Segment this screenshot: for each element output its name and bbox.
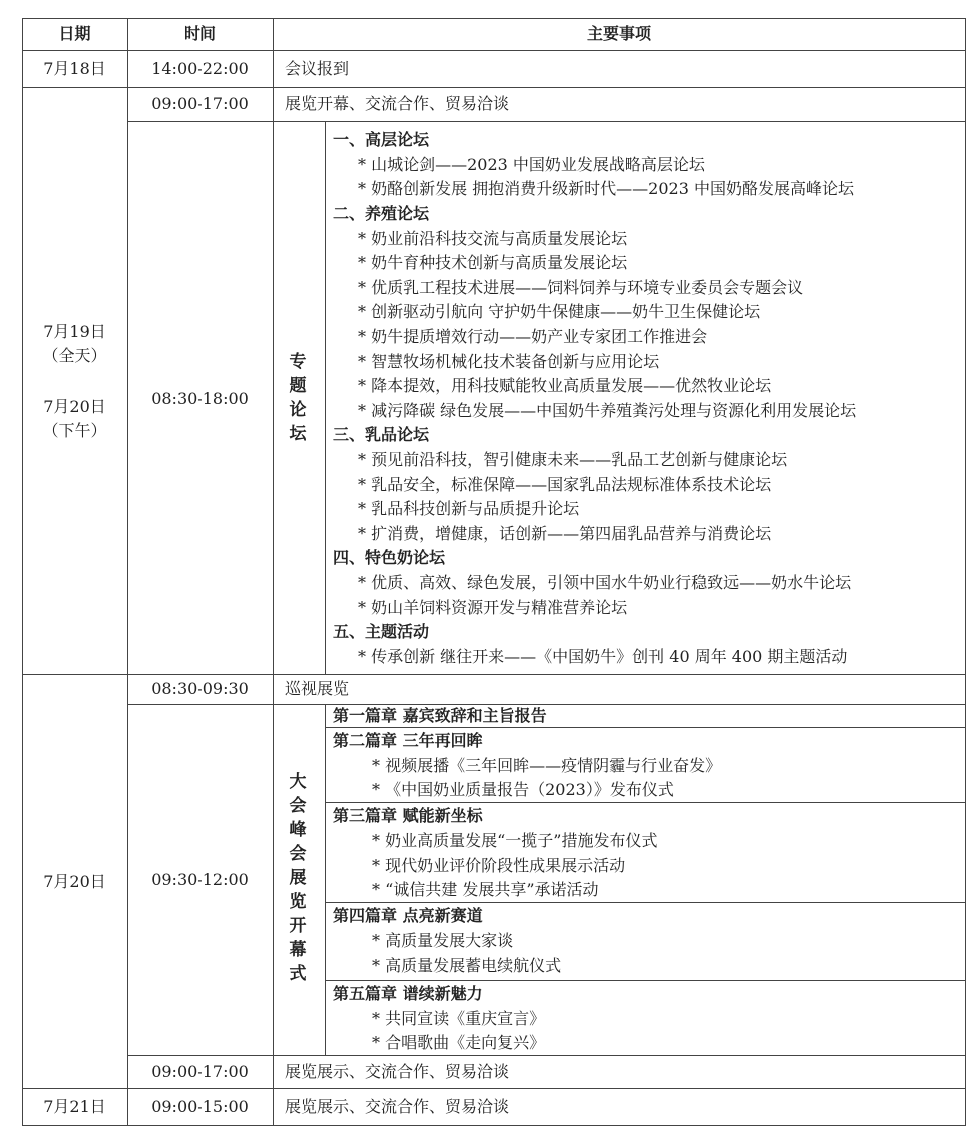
time-cell: 14:00-22:00 — [151, 59, 249, 78]
grid-line — [325, 704, 326, 1055]
list-item: * 智慧牧场机械化技术装备创新与应用论坛 — [358, 352, 660, 371]
grid-line — [325, 727, 965, 728]
list-item: * 乳品科技创新与品质提升论坛 — [358, 499, 580, 518]
list-item: * 现代奶业评价阶段性成果展示活动 — [372, 856, 626, 875]
time-cell: 08:30-18:00 — [151, 389, 249, 408]
list-item: * 奶牛育种技术创新与高质量发展论坛 — [358, 253, 628, 272]
grid-line — [22, 50, 965, 51]
grid-line — [22, 18, 23, 1126]
grid-line — [22, 18, 965, 19]
list-item: * 奶酪创新发展 拥抱消费升级新时代——2023 中国奶酪发展高峰论坛 — [358, 179, 854, 198]
forum-heading: 三、乳品论坛 — [333, 425, 430, 444]
time-cell: 09:00-15:00 — [151, 1097, 249, 1116]
list-item: * 高质量发展大家谈 — [372, 931, 514, 950]
grid-line — [22, 1088, 965, 1089]
grid-line — [965, 18, 966, 1126]
grid-line — [22, 1125, 965, 1126]
list-item: * 山城论剑——2023 中国奶业发展战略高层论坛 — [358, 155, 705, 174]
grid-line — [22, 674, 965, 675]
item-cell: 展览开幕、交流合作、贸易洽谈 — [285, 94, 510, 113]
list-item: * 奶山羊饲料资源开发与精准营养论坛 — [358, 598, 628, 617]
list-item: * 降本提效，用科技赋能牧业高质量发展——优然牧业论坛 — [358, 376, 772, 395]
grid-line — [127, 121, 965, 122]
date-cell: 7月19日 — [43, 322, 106, 341]
item-cell: 巡视展览 — [285, 679, 350, 698]
forum-heading: 二、养殖论坛 — [333, 204, 430, 223]
date-cell: 7月18日 — [43, 59, 106, 78]
list-item: * 创新驱动引航向 守护奶牛保健康——奶牛卫生保健论坛 — [358, 302, 761, 321]
grid-line — [325, 902, 965, 903]
date-cell: 7月20日 — [43, 397, 106, 416]
forum-heading: 五、主题活动 — [333, 622, 430, 641]
forum-heading: 四、特色奶论坛 — [333, 548, 446, 567]
list-item: * 视频展播《三年回眸——疫情阴霾与行业奋发》 — [372, 756, 722, 775]
list-item: * 合唱歌曲《走向复兴》 — [372, 1033, 546, 1052]
grid-line — [325, 121, 326, 674]
item-cell: 展览展示、交流合作、贸易洽谈 — [285, 1097, 510, 1116]
header-items: 主要事项 — [586, 24, 651, 43]
forum-label: 专 题 论 坛 — [289, 352, 307, 444]
chapter-title: 第四篇章 点亮新赛道 — [333, 906, 483, 925]
list-item: * 优质、高效、绿色发展，引领中国水牛奶业行稳致远——奶水牛论坛 — [358, 573, 852, 592]
list-item: * 传承创新 继往开来——《中国奶牛》创刊 40 周年 400 期主题活动 — [358, 647, 848, 666]
chapter-title: 第三篇章 赋能新坐标 — [333, 806, 483, 825]
chapter-title: 第二篇章 三年再回眸 — [333, 731, 483, 750]
time-cell: 09:00-17:00 — [151, 1062, 249, 1081]
grid-line — [127, 1055, 965, 1056]
header-date: 日期 — [58, 24, 91, 43]
date-note: （下午） — [42, 421, 107, 440]
header-time: 时间 — [183, 24, 216, 43]
list-item: * 乳品安全，标准保障——国家乳品法规标准体系技术论坛 — [358, 475, 772, 494]
chapter-title: 第五篇章 谱续新魅力 — [333, 984, 483, 1003]
grid-line — [127, 704, 965, 705]
list-item: * 优质乳工程技术进展——饲料饲养与环境专业委员会专题会议 — [358, 278, 804, 297]
list-item: * 奶牛提质增效行动——奶产业专家团工作推进会 — [358, 327, 708, 346]
list-item: * 《中国奶业质量报告（2023）》发布仪式 — [372, 780, 674, 799]
date-note: （全天） — [42, 346, 107, 365]
time-cell: 08:30-09:30 — [151, 679, 249, 698]
date-cell: 7月20日 — [43, 872, 106, 891]
list-item: * “诚信共建 发展共享”承诺活动 — [372, 880, 599, 899]
grid-line — [325, 802, 965, 803]
grid-line — [325, 980, 965, 981]
list-item: * 奶业高质量发展“一揽子”措施发布仪式 — [372, 831, 658, 850]
forum-heading: 一、高层论坛 — [333, 130, 430, 149]
time-cell: 09:00-17:00 — [151, 94, 249, 113]
list-item: * 高质量发展蓄电续航仪式 — [372, 956, 562, 975]
list-item: * 共同宣读《重庆宣言》 — [372, 1009, 546, 1028]
grid-line — [22, 87, 965, 88]
item-cell: 会议报到 — [285, 59, 350, 78]
item-cell: 展览展示、交流合作、贸易洽谈 — [285, 1062, 510, 1081]
list-item: * 预见前沿科技，智引健康未来——乳品工艺创新与健康论坛 — [358, 450, 788, 469]
time-cell: 09:30-12:00 — [151, 870, 249, 889]
grid-line — [127, 18, 128, 1126]
date-cell: 7月21日 — [43, 1097, 106, 1116]
list-item: * 扩消费，增健康，话创新——第四届乳品营养与消费论坛 — [358, 524, 772, 543]
list-item: * 减污降碳 绿色发展——中国奶牛养殖粪污处理与资源化利用发展论坛 — [358, 401, 857, 420]
summit-label: 大 会 峰 会 展 览 开 幕 式 — [289, 772, 307, 984]
list-item: * 奶业前沿科技交流与高质量发展论坛 — [358, 229, 628, 248]
chapter-title: 第一篇章 嘉宾致辞和主旨报告 — [333, 706, 547, 725]
